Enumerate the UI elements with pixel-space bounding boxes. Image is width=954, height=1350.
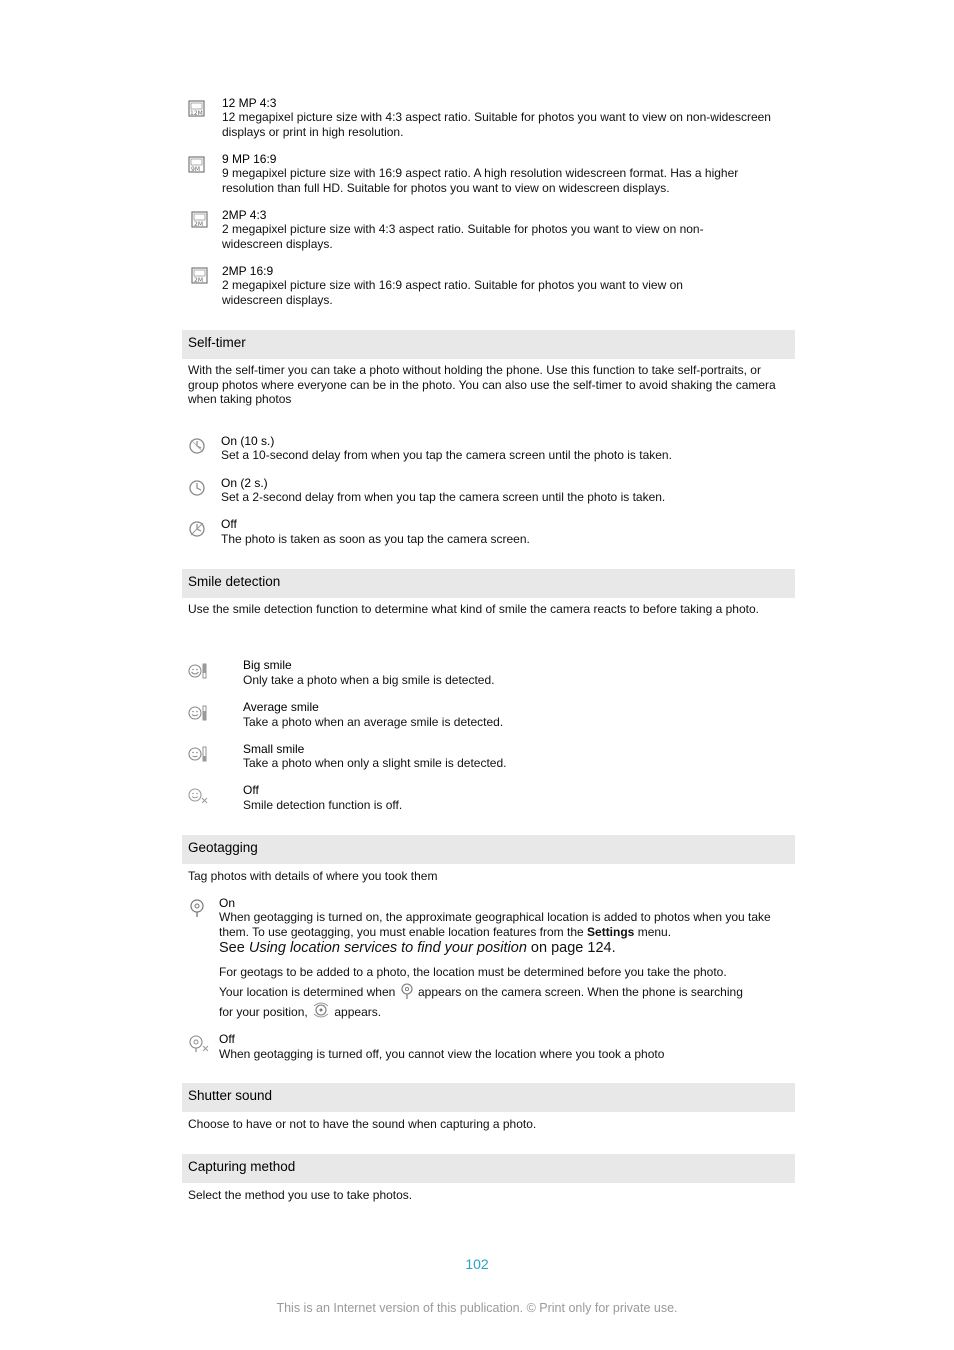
location-found-icon	[399, 982, 415, 1004]
item-title: 12 MP 4:3	[222, 96, 277, 110]
section-title: Smile detection	[188, 574, 281, 589]
item-description: Set a 10-second delay from when you tap the camera screen until the photo is taken.	[221, 448, 672, 462]
note-text: Your location is determined when	[219, 984, 399, 999]
item-title: Off	[243, 783, 259, 797]
camera-2mp-icon	[190, 210, 210, 230]
see-prefix: See	[219, 940, 249, 956]
item-title: Big smile	[243, 658, 292, 672]
section-header-geotagging	[182, 835, 795, 864]
section-header-shutter-sound	[182, 1083, 795, 1112]
item-description: Take a photo when an average smile is detected.	[243, 715, 504, 729]
description-text: menu.	[634, 924, 672, 939]
item-description: Only take a photo when a big smile is detected.	[243, 673, 495, 687]
section-header-self-timer	[182, 330, 795, 359]
note-text: appears on the camera screen. When the phone is searching	[414, 984, 743, 999]
shutter-sound-intro: Choose to have or not to have the sound when capturing a photo.	[188, 1117, 537, 1131]
item-description: Set a 2-second delay from when you tap the camera screen until the photo is taken.	[221, 490, 666, 504]
geotag-off-icon	[187, 1034, 211, 1054]
item-title: 2MP 4:3	[222, 208, 267, 222]
item-description: When geotagging is turned off, you cannot view the location where you took a photo	[219, 1047, 665, 1061]
item-title: On (2 s.)	[221, 476, 268, 490]
camera-9mp-icon	[187, 155, 207, 175]
item-title: 2MP 16:9	[222, 264, 274, 278]
geotag-note-line-1: For geotags to be added to a photo, the location must be determined before you take the photo.	[219, 965, 727, 979]
item-title: Small smile	[243, 742, 305, 756]
big-smile-icon	[187, 661, 211, 681]
smile-off-icon	[187, 786, 211, 806]
settings-menu-ref: Settings	[587, 924, 635, 939]
section-title: Capturing method	[188, 1159, 296, 1174]
geotag-on-description	[219, 910, 794, 939]
item-title: 9 MP 16:9	[222, 152, 277, 166]
svg-text:9M: 9M	[191, 166, 200, 173]
description-text: When geotagging is turned on, the approximate geographical location is added to photos when you take them. To use geotagging, you must enable location features from the	[219, 910, 771, 939]
item-description: 9 megapixel picture size with 16:9 aspect ratio. A high resolution widescreen format. Has a higher resolution than full HD. Suitable for photos you want to view on widescreen displays.	[222, 166, 739, 195]
capturing-method-intro: Select the method you use to take photos.	[188, 1188, 413, 1202]
section-title: Geotagging	[188, 840, 258, 855]
page-number: 102	[465, 1256, 489, 1272]
item-title: Off	[221, 517, 237, 531]
item-title: Average smile	[243, 700, 319, 714]
average-smile-icon	[187, 703, 211, 723]
item-description: Take a photo when only a slight smile is detected.	[243, 756, 507, 770]
smile-detection-intro: Use the smile detection function to determine what kind of smile the camera reacts to before taking a photo.	[188, 602, 759, 616]
camera-2mp-wide-icon	[190, 266, 210, 286]
item-description: 12 megapixel picture size with 4:3 aspect ratio. Suitable for photos you want to view on non-widescreen displays or print in high resolution.	[222, 110, 771, 139]
item-title: On	[219, 896, 236, 910]
note-text: appears.	[331, 1004, 382, 1019]
svg-text:2M: 2M	[194, 221, 203, 228]
section-header-smile-detection	[182, 569, 795, 598]
item-description: 2 megapixel picture size with 4:3 aspect ratio. Suitable for photos you want to view on non-widescreen displays.	[222, 222, 704, 251]
see-also-line	[219, 940, 616, 957]
item-description: 2 megapixel picture size with 16:9 aspect ratio. Suitable for photos you want to view on widescreen displays.	[222, 278, 683, 307]
item-description: The photo is taken as soon as you tap the camera screen.	[221, 532, 530, 546]
geotag-note-line-3	[219, 1002, 794, 1024]
geotagging-intro: Tag photos with details of where you took them	[188, 869, 438, 883]
note-text: for your position,	[219, 1004, 312, 1019]
section-title: Shutter sound	[188, 1088, 273, 1103]
camera-12mp-icon	[187, 99, 207, 119]
cross-reference-link[interactable]: Using location services to find your position	[248, 940, 527, 956]
timer-off-icon	[187, 519, 207, 539]
svg-text:2M: 2M	[194, 277, 203, 284]
item-title: Off	[219, 1032, 235, 1046]
section-title: Self-timer	[188, 335, 246, 350]
section-header-capturing-method	[182, 1154, 795, 1183]
timer-10s-icon	[187, 436, 207, 456]
item-description: Smile detection function is off.	[243, 798, 403, 812]
timer-2s-icon	[187, 478, 207, 498]
see-suffix: on page 124.	[526, 940, 616, 956]
location-searching-icon	[311, 1002, 331, 1024]
geotag-on-icon	[187, 898, 207, 918]
self-timer-intro: With the self-timer you can take a photo without holding the phone. Use this function to take self-portraits, or group photos where everyone can be in the photo. You can also use the self-timer to avoid shaking the camera when taking photos	[188, 363, 776, 406]
footer-notice: This is an Internet version of this publication. © Print only for private use.	[276, 1301, 678, 1315]
geotag-note-line-2	[219, 982, 794, 1004]
small-smile-icon	[187, 744, 211, 764]
item-title: On (10 s.)	[221, 434, 275, 448]
svg-text:12M: 12M	[190, 110, 203, 117]
